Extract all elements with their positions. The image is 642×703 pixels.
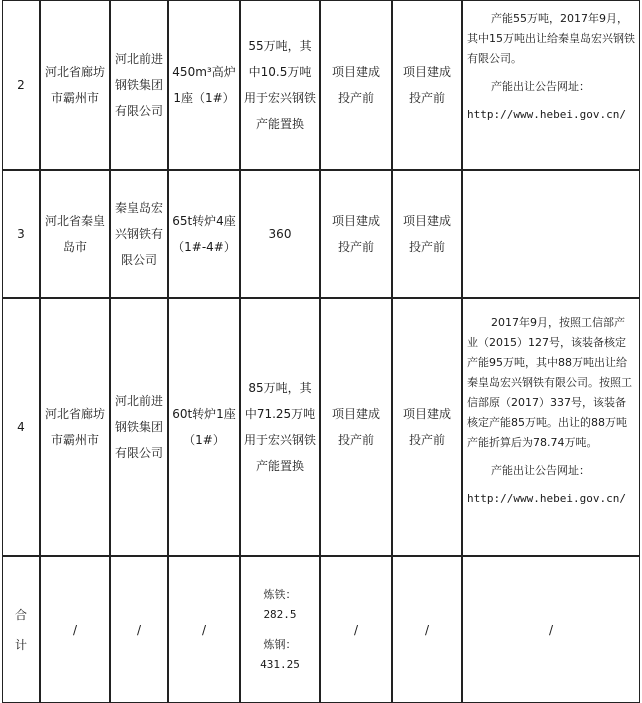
total-capacity [240, 556, 320, 703]
row-4-no: 4 [2, 298, 40, 556]
row-4-remark-url-label: 产能出让公告网址： [491, 464, 590, 477]
row-3-remark [462, 170, 640, 298]
row-2-remark-url-label: 产能出让公告网址： [491, 80, 590, 93]
row-4-status-b: 项目建成投产前 [392, 298, 462, 556]
row-4-remark [462, 298, 640, 556]
total-equipment-slash: / [168, 556, 240, 703]
row-2-remark-text: 产能55万吨，2017年9月，其中15万吨出让给秦皇岛宏兴钢铁有限公司。 [467, 12, 635, 65]
total-region-slash: / [40, 556, 110, 703]
row-4-equipment: 60t转炉1座（1#） [168, 298, 240, 556]
row-2-no: 2 [2, 0, 40, 170]
total-status-b-slash: / [392, 556, 462, 703]
total-steel-label: 炼钢： [263, 637, 297, 651]
row-3-region: 河北省秦皇岛市 [40, 170, 110, 298]
total-status-a-slash: / [320, 556, 392, 703]
row-2-remark [462, 0, 640, 170]
total-label: 合计 [2, 556, 40, 703]
row-2-status-b: 项目建成投产前 [392, 0, 462, 170]
row-3-company: 秦皇岛宏兴钢铁有限公司 [110, 170, 168, 298]
row-4-company: 河北前进钢铁集团有限公司 [110, 298, 168, 556]
total-remark-slash: / [462, 556, 640, 703]
row-2-company: 河北前进钢铁集团有限公司 [110, 0, 168, 170]
row-2-capacity: 55万吨，其中10.5万吨用于宏兴钢铁产能置换 [240, 0, 320, 170]
row-3-capacity: 360 [240, 170, 320, 298]
row-3-status-b: 项目建成投产前 [392, 170, 462, 298]
row-4-status-a: 项目建成投产前 [320, 298, 392, 556]
row-3-no: 3 [2, 170, 40, 298]
row-2-region: 河北省廊坊市霸州市 [40, 0, 110, 170]
total-company-slash: / [110, 556, 168, 703]
total-iron-label: 炼铁： [263, 587, 297, 601]
row-2-equipment: 450m³高炉1座（1#） [168, 0, 240, 170]
row-4-region: 河北省廊坊市霸州市 [40, 298, 110, 556]
row-3-status-a: 项目建成投产前 [320, 170, 392, 298]
row-4-remark-text: 2017年9月，按照工信部产业（2015）127号，该装备核定产能95万吨，其中88万吨出让给秦皇岛宏兴钢铁有限公司。按照工信部原（2017）337号，该装备核定产能85万吨。出让的88万吨产能折算后为78.74万吨。 [467, 316, 632, 449]
total-steel-value: 431.25 [260, 657, 300, 671]
total-iron-value: 282.5 [263, 607, 297, 621]
row-2-remark-url[interactable]: http://www.hebei.gov.cn/ [467, 108, 626, 121]
row-3-equipment: 65t转炉4座（1#-4#） [168, 170, 240, 298]
row-2-status-a: 项目建成投产前 [320, 0, 392, 170]
row-4-capacity: 85万吨，其中71.25万吨用于宏兴钢铁产能置换 [240, 298, 320, 556]
row-4-remark-url[interactable]: http://www.hebei.gov.cn/ [467, 492, 626, 505]
